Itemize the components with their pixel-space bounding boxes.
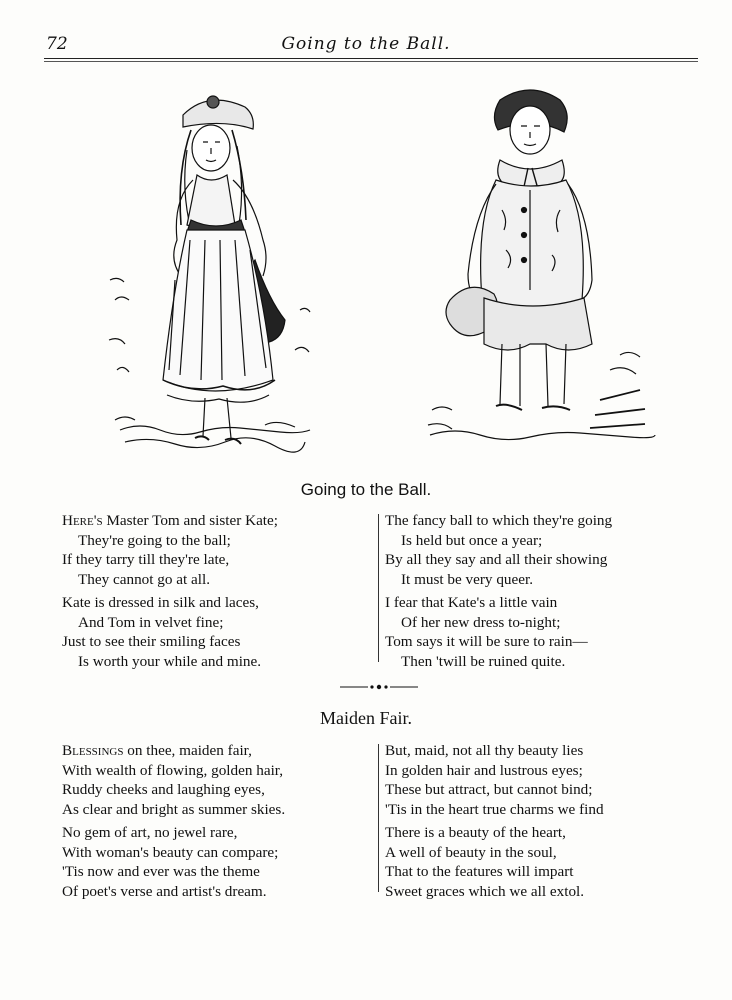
boy-illustration bbox=[420, 80, 660, 455]
verse-line: Is worth your while and mine. bbox=[78, 652, 262, 670]
poem2-right-stanza-1 bbox=[385, 741, 604, 819]
verse-line: Of poet's verse and artist's dream. bbox=[62, 882, 267, 900]
column-divider bbox=[378, 744, 379, 892]
page-number: 72 bbox=[46, 34, 68, 54]
verse-line: No gem of art, no jewel rare, bbox=[62, 824, 238, 841]
poem1-right-stanza-2 bbox=[385, 593, 588, 671]
verse-line: These but attract, but cannot bind; bbox=[385, 781, 593, 798]
verse-line: But, maid, not all thy beauty lies bbox=[385, 742, 584, 759]
running-title: Going to the Ball. bbox=[281, 34, 451, 54]
poem2-left-stanza-1 bbox=[62, 741, 285, 819]
verse-line: They're going to the ball; bbox=[78, 531, 231, 549]
verse-line: It must be very queer. bbox=[401, 570, 534, 588]
drop-cap-word: Here's bbox=[62, 512, 103, 529]
verse-line: And Tom in velvet fine; bbox=[78, 613, 224, 631]
verse-text: on thee, maiden fair, bbox=[123, 742, 252, 759]
verse-line: Is held but once a year; bbox=[401, 531, 543, 549]
poem1-right-stanza-1 bbox=[385, 511, 612, 589]
verse-line: There is a beauty of the heart, bbox=[385, 824, 566, 841]
column-divider bbox=[378, 514, 379, 662]
verse-line: I fear that Kate's a little vain bbox=[385, 594, 558, 611]
verse-line: 'Tis now and ever was the theme bbox=[62, 863, 260, 880]
poem-title-going-to-the-ball: Going to the Ball. bbox=[300, 480, 432, 499]
verse-line: With wealth of flowing, golden hair, bbox=[62, 761, 284, 779]
poem2-left-stanza-2 bbox=[62, 823, 278, 901]
verse-line: Just to see their smiling faces bbox=[62, 633, 241, 650]
verse-line: Of her new dress to-night; bbox=[401, 613, 561, 631]
drop-cap-word: Blessings bbox=[62, 742, 124, 759]
verse-line bbox=[62, 511, 278, 531]
verse-line: Sweet graces which we all extol. bbox=[385, 882, 585, 900]
poem1-left-stanza-1 bbox=[62, 511, 278, 589]
verse-line: Ruddy cheeks and laughing eyes, bbox=[62, 781, 265, 798]
verse-line: As clear and bright as summer skies. bbox=[62, 800, 286, 818]
poem2-right-stanza-2 bbox=[385, 823, 584, 901]
verse-line: That to the features will impart bbox=[385, 863, 574, 880]
verse-line: They cannot go at all. bbox=[78, 570, 211, 588]
header-rule-thin bbox=[44, 61, 698, 62]
header-rule bbox=[44, 58, 698, 59]
verse-line bbox=[62, 741, 285, 761]
verse-line: The fancy ball to which they're going bbox=[385, 512, 613, 529]
verse-line: In golden hair and lustrous eyes; bbox=[385, 761, 583, 779]
verse-line: Kate is dressed in silk and laces, bbox=[62, 594, 259, 611]
ornament-divider bbox=[0, 680, 732, 694]
verse-line: Tom says it will be sure to rain— bbox=[385, 633, 588, 650]
verse-line: Then 'twill be ruined quite. bbox=[401, 652, 566, 670]
verse-line: With woman's beauty can compare; bbox=[62, 843, 279, 861]
verse-text: Master Tom and sister Kate; bbox=[102, 512, 278, 529]
verse-line: If they tarry till they're late, bbox=[62, 551, 230, 568]
poem-title-maiden-fair: Maiden Fair. bbox=[320, 708, 412, 728]
verse-line: A well of beauty in the soul, bbox=[385, 843, 557, 861]
girl-illustration bbox=[105, 80, 315, 465]
verse-line: 'Tis in the heart true charms we find bbox=[385, 800, 604, 818]
poem1-left-stanza-2 bbox=[62, 593, 261, 671]
verse-line: By all they say and all their showing bbox=[385, 551, 608, 568]
